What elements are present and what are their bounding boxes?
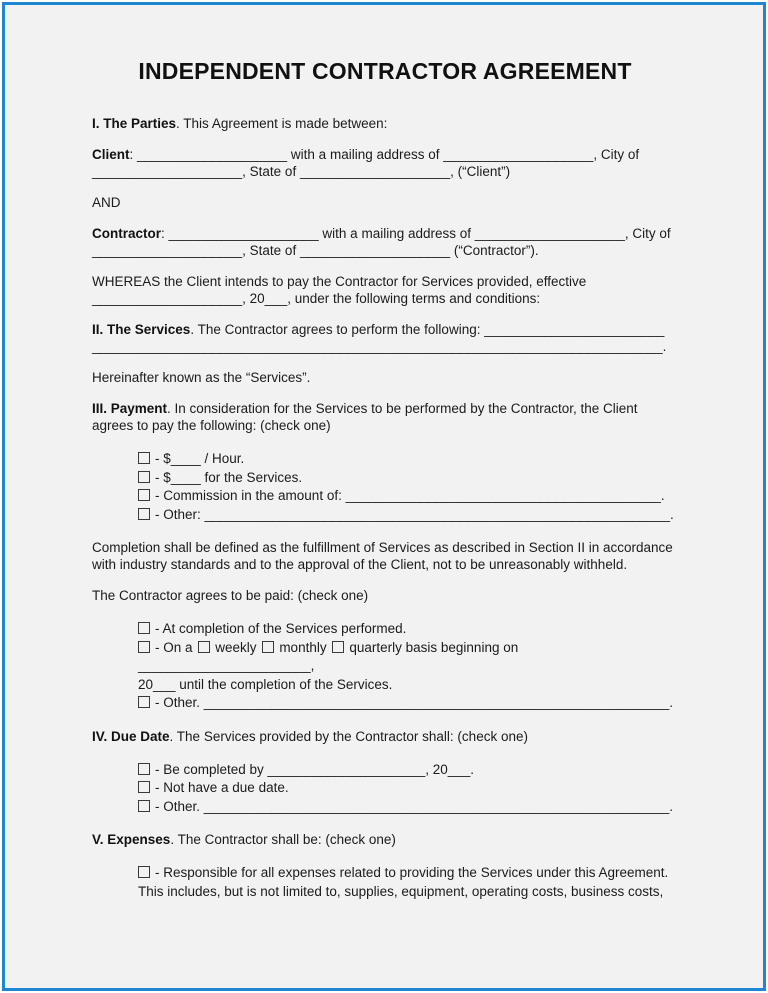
expenses-heading xyxy=(92,831,678,848)
payment-option-commission xyxy=(92,487,678,506)
option-label-weekly: weekly xyxy=(215,639,257,655)
checkbox-icon[interactable] xyxy=(262,641,274,653)
conjunction-and: AND xyxy=(92,195,121,210)
services-heading-label: II. The Services xyxy=(92,322,191,337)
option-label: - At completion of the Services performed. xyxy=(155,621,407,636)
paid-option-completion xyxy=(92,620,678,639)
option-label: - Responsible for all expenses related to providing the Services under this Agreement. This includes, but is not limited to, supplies, equipment, operating costs, business costs, xyxy=(138,865,669,899)
checkbox-icon[interactable] xyxy=(138,781,150,793)
option-label: - Be completed by _____________________, 20___. xyxy=(155,761,475,777)
paid-intro: The Contractor agrees to be paid: (check one) xyxy=(92,588,369,603)
payment-option-fixed xyxy=(92,469,678,488)
due-date-heading-label: IV. Due Date xyxy=(92,728,170,744)
contractor-line xyxy=(92,225,678,259)
checkbox-icon[interactable] xyxy=(138,508,150,520)
checkbox-icon[interactable] xyxy=(138,452,150,464)
option-label: - $____ for the Services. xyxy=(155,469,303,485)
expenses-heading-text: . The Contractor shall be: (check one) xyxy=(170,832,396,847)
due-date-option-completed-by xyxy=(92,761,678,780)
document-content xyxy=(5,5,763,901)
option-label: - $____ / Hour. xyxy=(155,451,245,466)
payment-options-list xyxy=(92,450,678,524)
paid-option-other xyxy=(92,694,678,713)
services-heading xyxy=(92,321,678,355)
parties-heading-text: . This Agreement is made between: xyxy=(176,116,388,131)
document-border-frame xyxy=(2,2,766,991)
option-label-quarterly: quarterly basis beginning on _______________________, xyxy=(138,639,519,673)
checkbox-icon[interactable] xyxy=(138,696,150,708)
payment-heading-label: III. Payment xyxy=(92,401,168,416)
option-label-monthly: monthly xyxy=(279,639,327,655)
parties-heading-label: I. The Parties xyxy=(92,116,177,131)
checkbox-icon[interactable] xyxy=(332,641,344,653)
due-date-option-no-due-date xyxy=(92,779,678,798)
checkbox-icon[interactable] xyxy=(138,622,150,634)
client-blanks-text: : ____________________ with a mailing address of ____________________, City of ____________________, State of ____________________, (“Client”) xyxy=(92,147,640,179)
client-line xyxy=(92,146,678,180)
option-label: - Other. ______________________________________________________________. xyxy=(155,798,674,814)
checkbox-icon[interactable] xyxy=(138,866,150,878)
contractor-label: Contractor xyxy=(92,226,162,241)
services-heading-text: . The Contractor agrees to perform the following: ________________________ xyxy=(190,322,665,337)
client-label: Client xyxy=(92,147,130,162)
checkbox-icon[interactable] xyxy=(138,800,150,812)
expenses-option-responsible xyxy=(92,864,678,901)
paid-options-list xyxy=(92,620,678,713)
due-date-heading xyxy=(92,728,678,745)
option-label-continuation: 20___ until the completion of the Services. xyxy=(138,676,393,692)
document-title: INDEPENDENT CONTRACTOR AGREEMENT xyxy=(138,58,632,84)
due-date-option-other xyxy=(92,798,678,817)
checkbox-icon[interactable] xyxy=(138,489,150,501)
expenses-heading-label: V. Expenses xyxy=(92,832,171,847)
checkbox-icon[interactable] xyxy=(138,641,150,653)
payment-option-hourly xyxy=(92,450,678,469)
whereas-clause: WHEREAS the Client intends to pay the Contractor for Services provided, effective ____________________, 20___, under the following terms and conditions: xyxy=(92,274,587,306)
checkbox-icon[interactable] xyxy=(198,641,210,653)
completion-note: Completion shall be defined as the fulfillment of Services as described in Section II in accordance with industry standards and to the approval of the Client, not to be unreasonably withheld. xyxy=(92,540,673,572)
checkbox-icon[interactable] xyxy=(138,763,150,775)
payment-heading-text: . In consideration for the Services to be performed by the Contractor, the Client agrees to pay the following: (check one) xyxy=(92,401,638,433)
contractor-blanks-text: : ____________________ with a mailing address of ____________________, City of ____________________, State of ____________________ (“Contractor”). xyxy=(92,226,671,258)
option-label: - Commission in the amount of: __________________________________________. xyxy=(155,488,665,503)
due-date-options-list xyxy=(92,761,678,817)
paid-option-schedule xyxy=(92,639,678,695)
parties-heading xyxy=(92,115,678,132)
payment-option-other xyxy=(92,506,678,525)
option-label: - Other: ______________________________________________________________. xyxy=(155,506,674,522)
option-label: - Not have a due date. xyxy=(155,780,289,795)
payment-heading xyxy=(92,400,678,434)
services-blank-line: ____________________________________________________________________________. xyxy=(92,339,667,354)
expenses-options-list xyxy=(92,864,678,901)
due-date-heading-text: . The Services provided by the Contractor shall: (check one) xyxy=(169,728,528,744)
option-label: - Other. ______________________________________________________________. xyxy=(155,695,674,710)
option-label: - On a xyxy=(155,639,193,655)
services-hereinafter: Hereinafter known as the “Services”. xyxy=(92,370,311,385)
checkbox-icon[interactable] xyxy=(138,471,150,483)
